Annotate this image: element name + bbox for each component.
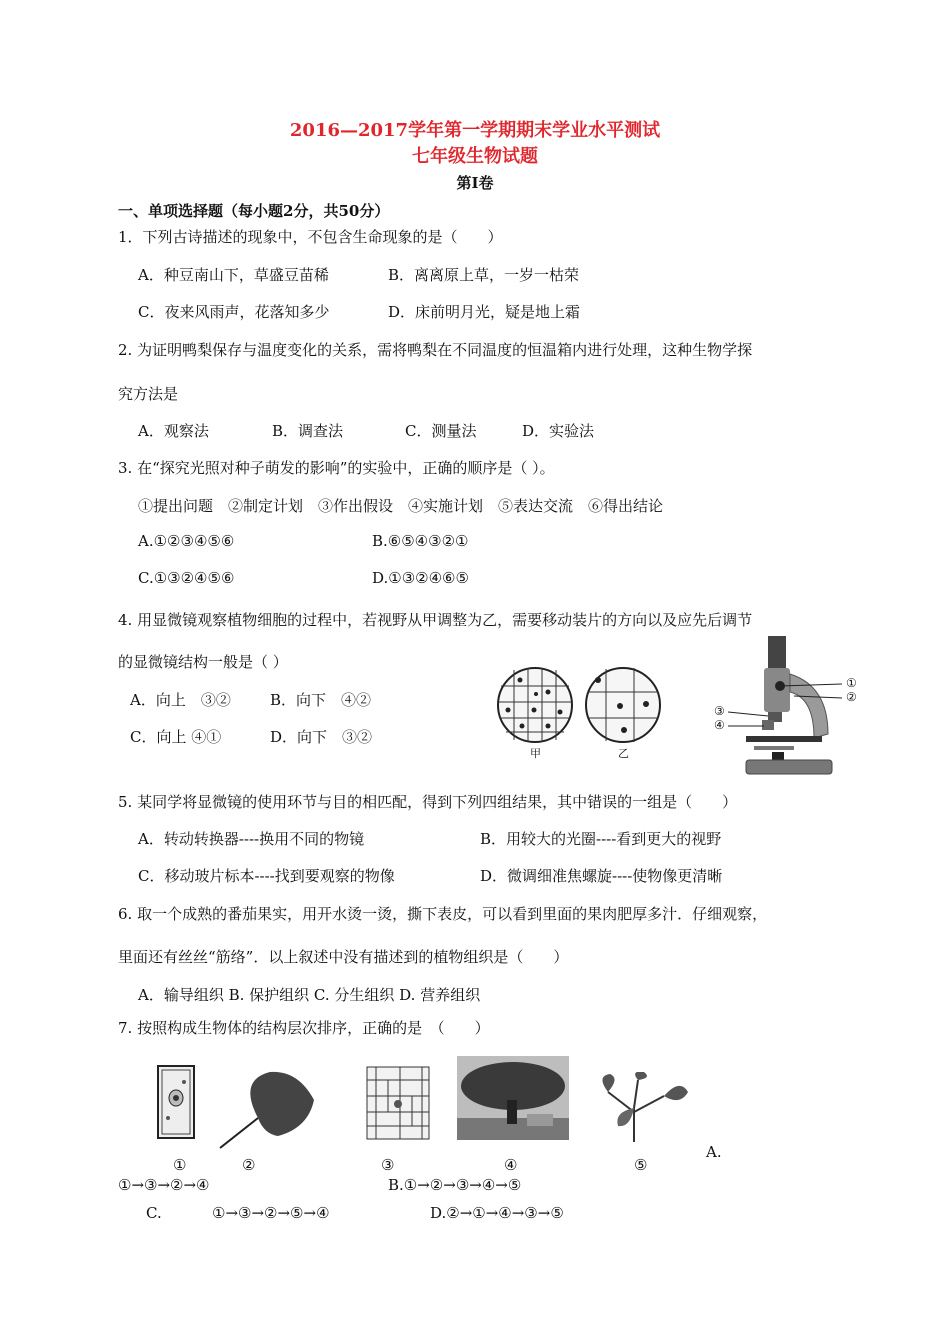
q5-option-a: A．转动转换器----换用不同的物镜 bbox=[138, 830, 365, 848]
q4-option-b: B．向下 ④② bbox=[270, 691, 372, 709]
question-3-stem: 3. 在“探究光照对种子萌发的影响”的实验中，正确的顺序是（ ）。 bbox=[118, 459, 555, 477]
mic-label-2: ② bbox=[846, 690, 857, 704]
ginkgo-branch-image bbox=[594, 1072, 690, 1144]
question-4-stem-cont: 的显微镜结构一般是（ ） bbox=[118, 653, 288, 671]
fig-label-5: ⑤ bbox=[634, 1156, 648, 1174]
q2-option-b: B．调查法 bbox=[272, 422, 344, 440]
question-2-stem-cont: 究方法是 bbox=[118, 385, 179, 403]
question-6-stem: 6. 取一个成熟的番茄果实，用开水烫一烫，撕下表皮，可以看到里面的果肉肥厚多汁．仔细观察， bbox=[118, 905, 768, 923]
q7-option-b: B.①→②→③→④→⑤ bbox=[388, 1176, 522, 1194]
q7-option-c: ①→③→②→⑤→④ bbox=[212, 1204, 330, 1222]
q7-option-a-letter: A. bbox=[706, 1143, 722, 1161]
q2-option-c: C．测量法 bbox=[405, 422, 477, 440]
q6-options: A．输导组织 B. 保护组织 C. 分生组织 D. 营养组织 bbox=[138, 986, 481, 1004]
q5-option-b: B．用较大的光圈----看到更大的视野 bbox=[480, 830, 722, 848]
q1-option-d: D．床前明月光，疑是地上霜 bbox=[388, 303, 581, 321]
section-heading: 一、单项选择题（每小题2分，共50分） bbox=[118, 202, 390, 220]
q3-option-c: C.①③②④⑤⑥ bbox=[138, 569, 235, 587]
question-1-stem: 1．下列古诗描述的现象中，不包含生命现象的是（ ） bbox=[118, 228, 503, 246]
q7-option-c-letter: C. bbox=[146, 1204, 162, 1222]
q1-option-c: C．夜来风雨声，花落知多少 bbox=[138, 303, 330, 321]
mic-label-3: ③ bbox=[714, 704, 725, 718]
fig-label-3: ③ bbox=[381, 1156, 395, 1174]
label-yi: 乙 bbox=[618, 747, 629, 760]
question-7-stem: 7. 按照构成生物体的结构层次排序，正确的是 （ ） bbox=[118, 1019, 490, 1037]
question-5-stem: 5. 某同学将显微镜的使用环节与目的相匹配，得到下列四组结果，其中错误的一组是（ ） bbox=[118, 793, 738, 811]
q2-option-d: D．实验法 bbox=[522, 422, 595, 440]
q3-option-b: B.⑥⑤④③②① bbox=[372, 532, 469, 550]
fig-label-2: ② bbox=[242, 1156, 256, 1174]
q3-option-d: D.①③②④⑥⑤ bbox=[372, 569, 469, 587]
exam-title: 2016—2017学年第一学期期末学业水平测试 bbox=[289, 120, 661, 141]
q3-steps: ①提出问题 ②制定计划 ③作出假设 ④实施计划 ⑤表达交流 ⑥得出结论 bbox=[138, 497, 664, 515]
label-jia: 甲 bbox=[530, 747, 541, 760]
q4-option-c: C．向上 ④① bbox=[130, 728, 222, 746]
fig-label-1: ① bbox=[173, 1156, 187, 1174]
microscope-diagram bbox=[710, 634, 860, 780]
mic-label-1: ① bbox=[846, 676, 857, 690]
leaf-tissue-image bbox=[366, 1066, 430, 1140]
question-6-stem-cont: 里面还有丝丝“筋络”．以上叙述中没有描述到的植物组织是（ ） bbox=[118, 948, 569, 966]
q1-option-b: B．离离原上草，一岁一枯荣 bbox=[388, 266, 580, 284]
q5-option-d: D．微调细准焦螺旋----使物像更清晰 bbox=[480, 867, 723, 885]
ginkgo-leaf-image bbox=[218, 1070, 318, 1152]
fig-label-4: ④ bbox=[504, 1156, 518, 1174]
q3-option-a: A.①②③④⑤⑥ bbox=[138, 532, 235, 550]
q1-option-a: A．种豆南山下，草盛豆苗稀 bbox=[138, 266, 329, 284]
q4-option-a: A．向上 ③② bbox=[130, 691, 231, 709]
q4-option-d: D．向下 ③② bbox=[270, 728, 373, 746]
field-of-view-jia bbox=[496, 666, 574, 744]
tree-photo bbox=[457, 1056, 569, 1140]
q7-option-d: D.②→①→④→③→⑤ bbox=[430, 1204, 564, 1222]
volume-label: 第Ⅰ卷 bbox=[456, 174, 494, 192]
plant-cell-image bbox=[156, 1064, 196, 1140]
field-of-view-yi bbox=[584, 666, 662, 744]
question-4-stem: 4. 用显微镜观察植物细胞的过程中，若视野从甲调整为乙，需要移动装片的方向以及应先后调节 bbox=[118, 611, 753, 629]
question-2-stem: 2. 为证明鸭梨保存与温度变化的关系，需将鸭梨在不同温度的恒温箱内进行处理，这种生物学探 bbox=[118, 341, 753, 359]
mic-label-4: ④ bbox=[714, 718, 725, 732]
exam-subtitle: 七年级生物试题 bbox=[412, 146, 538, 167]
q2-option-a: A．观察法 bbox=[138, 422, 209, 440]
q5-option-c: C．移动玻片标本----找到要观察的物像 bbox=[138, 867, 395, 885]
q7-option-a: ①→③→②→④ bbox=[118, 1176, 210, 1194]
